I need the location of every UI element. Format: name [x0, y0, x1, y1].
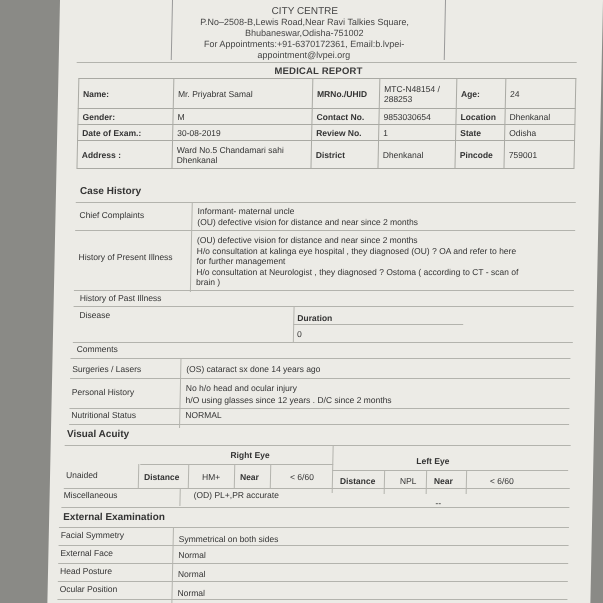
- rule: [73, 342, 573, 343]
- gender-value: M: [173, 109, 312, 125]
- state-value: Odisha: [505, 125, 575, 141]
- right-distance-value: HM+: [201, 472, 221, 482]
- past-illness-label: History of Past Illness: [79, 293, 162, 303]
- external-exam-heading: External Examination: [63, 512, 165, 523]
- date-label: Date of Exam.:: [78, 125, 173, 141]
- rule: [332, 470, 568, 471]
- address-line-2: Bhubaneswar,Odisha-751002: [244, 28, 364, 38]
- nutritional-value: NORMAL: [185, 410, 222, 420]
- unaided-label: Unaided: [65, 470, 98, 480]
- personal-history-label: Personal History: [71, 387, 135, 397]
- centre-name: CITY CENTRE: [271, 6, 339, 17]
- address-value: Ward No.5 Chandamari sahi Dhenkanal: [172, 141, 312, 169]
- present-illness-5: brain ): [195, 277, 221, 287]
- rule: [70, 358, 570, 359]
- age-value: 24: [505, 79, 576, 109]
- duration-value: 0: [296, 329, 302, 339]
- contact-value: 9853030654: [379, 109, 456, 125]
- rule: [426, 470, 428, 494]
- external-face-value: Normal: [178, 550, 206, 560]
- left-near-value: < 6/60: [489, 476, 514, 486]
- rule: [70, 378, 570, 379]
- rule: [59, 527, 569, 528]
- rule: [188, 464, 190, 488]
- facial-symmetry-value: Symmetrical on both sides: [178, 534, 279, 544]
- ocular-position-label: Ocular Position: [59, 584, 118, 594]
- miscellaneous-label: Miscellaneous: [63, 490, 118, 500]
- present-illness-4: H/o consultation at Neurologist , they diagnosed ? Ostoma ( according to CT - scan of: [196, 267, 519, 277]
- disease-label: Disease: [79, 310, 111, 320]
- left-distance-label: Distance: [339, 476, 376, 486]
- report-title: MEDICAL REPORT: [274, 66, 363, 77]
- rule: [74, 306, 574, 307]
- comments-label: Comments: [76, 344, 118, 354]
- contact-label: Contact No.: [312, 109, 379, 125]
- right-eye-label: Right Eye: [230, 450, 270, 460]
- present-illness-2: H/o consultation at kalinga eye hospital , they diagnosed (OU) ? OA and refer to here: [196, 246, 517, 256]
- present-illness-1: (OU) defective vision for distance and near since 2 months: [196, 235, 418, 245]
- rule: [293, 324, 463, 325]
- name-label: Name:: [78, 79, 174, 109]
- left-distance-value: NPL: [399, 476, 417, 486]
- facial-symmetry-label: Facial Symmetry: [60, 530, 125, 540]
- district-label: District: [311, 141, 379, 169]
- rule: [384, 470, 386, 494]
- present-illness-3: for further management: [196, 256, 286, 266]
- eye-divider: [332, 445, 334, 493]
- head-posture-label: Head Posture: [59, 566, 113, 576]
- location-label: Location: [456, 109, 505, 125]
- rule: [69, 424, 569, 425]
- personal-history-2: h/O using glasses since 12 years . D/C since 2 months: [185, 395, 392, 405]
- patient-info-table: [76, 78, 576, 169]
- miscellaneous-value: (OD) PL+,PR accurate: [193, 490, 280, 500]
- surgeries-label: Surgeries / Lasers: [72, 364, 142, 374]
- mrno-label: MRNo./UHID: [312, 79, 380, 109]
- chief-complaint-1: Informant- maternal uncle: [197, 206, 295, 216]
- address-label: Address :: [77, 141, 173, 169]
- rule: [270, 464, 272, 488]
- head-posture-value: Normal: [177, 569, 206, 579]
- state-label: State: [456, 125, 505, 141]
- pincode-label: Pincode: [455, 141, 505, 169]
- personal-history-1: No h/o head and ocular injury: [185, 383, 298, 393]
- rule: [59, 545, 569, 546]
- rule: [234, 464, 236, 488]
- rule: [58, 563, 568, 564]
- rule: [179, 488, 180, 506]
- header-divider-left: [171, 0, 173, 60]
- rule: [75, 230, 575, 231]
- appointment-line: For Appointments:+91-6370172361, Email:b.lvpei-: [203, 39, 405, 49]
- title-rule-top: [77, 62, 577, 63]
- right-near-value: < 6/60: [289, 472, 314, 482]
- left-near-label: Near: [433, 476, 453, 486]
- rule: [58, 581, 568, 582]
- review-value: 1: [379, 125, 456, 141]
- rule: [64, 488, 570, 489]
- address-line-1: P.No–2508-B,Lewis Road,Near Ravi Talkies Square,: [200, 17, 410, 27]
- rule: [140, 464, 333, 465]
- left-eye-label: Left Eye: [416, 456, 450, 466]
- mrno-value: MTC-N48154 / 288253: [379, 79, 457, 109]
- rule: [74, 290, 574, 291]
- header-divider-right: [444, 0, 446, 60]
- name-value: Mr. Priyabrat Samal: [173, 79, 313, 109]
- rule: [138, 464, 140, 488]
- surgeries-value: (OS) cataract sx done 14 years ago: [186, 364, 321, 374]
- ocular-position-value: Normal: [177, 588, 206, 598]
- history-divider: [179, 358, 181, 428]
- rule: [466, 470, 468, 494]
- chief-complaint-2: (OU) defective vision for distance and near since 2 months: [197, 217, 419, 227]
- medical-report-sheet: [47, 0, 603, 603]
- pincode-value: 759001: [504, 141, 575, 169]
- rule: [57, 599, 567, 600]
- right-distance-label: Distance: [143, 472, 180, 482]
- nutritional-label: Nutritional Status: [71, 410, 137, 420]
- review-label: Review No.: [312, 125, 379, 141]
- right-near-label: Near: [239, 472, 260, 482]
- external-face-label: External Face: [60, 548, 113, 558]
- rule: [65, 445, 571, 446]
- visual-acuity-heading: Visual Acuity: [66, 429, 130, 440]
- present-illness-label: History of Present Illness: [78, 252, 173, 262]
- duration-label: Duration: [297, 313, 333, 323]
- email-line: appointment@lvpei.org: [257, 50, 351, 60]
- case-history-heading: Case History: [79, 186, 142, 197]
- case-history-divider: [190, 202, 193, 292]
- clinic-header: [174, 6, 435, 61]
- rule: [69, 408, 569, 409]
- gender-label: Gender:: [78, 109, 173, 125]
- location-value: Dhenkanal: [505, 109, 575, 125]
- exam-divider: [171, 527, 174, 603]
- rule: [76, 202, 576, 203]
- date-value: 30-08-2019: [173, 125, 312, 141]
- chief-complaints-label: Chief Complaints: [79, 210, 145, 220]
- rule: [61, 507, 569, 508]
- miscellaneous-dash: --: [435, 498, 442, 508]
- age-label: Age:: [456, 79, 506, 109]
- district-value: Dhenkanal: [378, 141, 456, 169]
